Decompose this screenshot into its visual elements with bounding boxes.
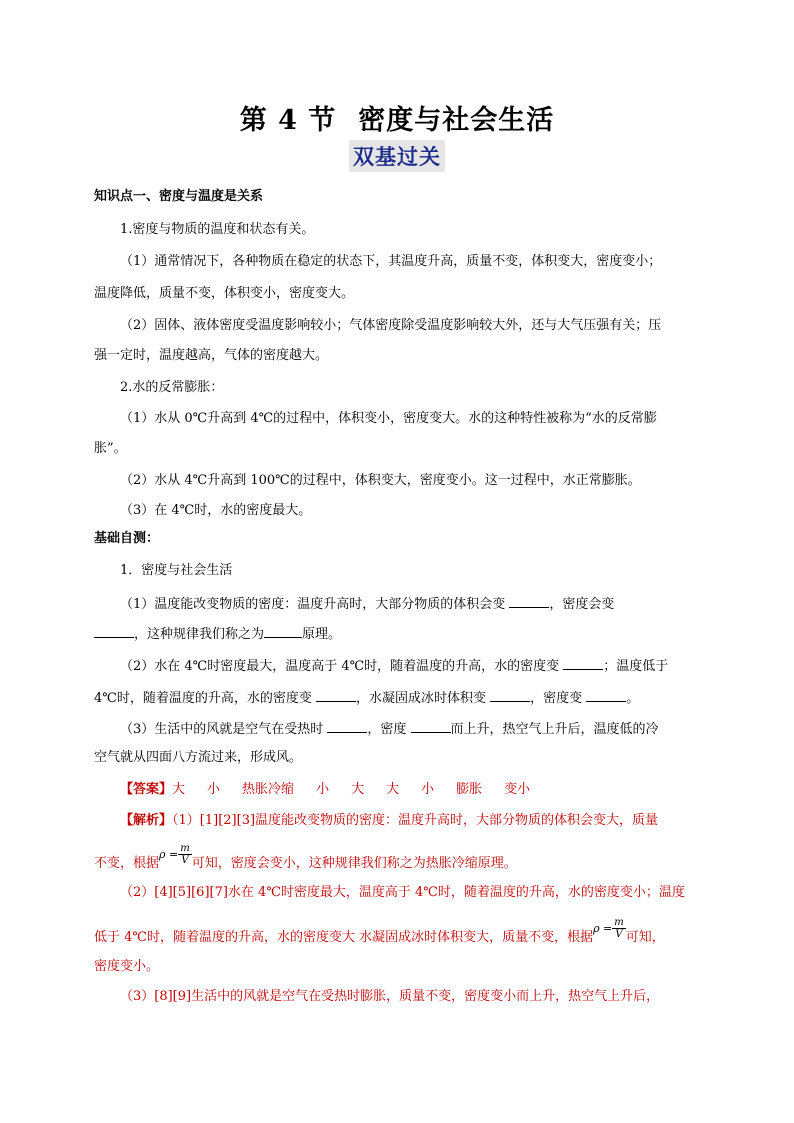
test-q1-1a: （1）温度能改变物质的密度：温度升高时，大部分物质的体积会变 ，密度会变 xyxy=(120,594,614,614)
knowledge-p2: 2.水的反常膨胀： xyxy=(120,380,224,395)
knowledge-p1-1a: （1）通常情况下，各种物质在稳定的状态下，其温度升高，质量不变，体积变大，密度变小； xyxy=(120,254,662,269)
analysis-label: 【解析】 xyxy=(120,813,173,828)
test-q1-3b: 空气就从四面八方流过来，形成风。 xyxy=(94,750,303,765)
test-q1-3a: （3）生活中的风就是空气在受热时 ，密度 而上升，热空气上升后，温度低的冷 xyxy=(120,719,659,739)
knowledge-p2-3: （3）在 4℃时，水的密度最大。 xyxy=(120,503,312,518)
analysis-line-1b: 不变，根据ρ = $\frac{m}{V}$ 可知，密度会变小，这种规律我们称之为热胀冷缩原理。 xyxy=(94,843,517,871)
knowledge-p1-2a: （2）固体、液体密度受温度影响较小；气体密度除受温度影响较大外，还与大气压强有关；压 xyxy=(120,318,662,333)
density-formula: ρ = $\frac{m}{V}$ xyxy=(159,843,190,866)
test-q1-2a: （2）水在 4℃时密度最大，温度高于 4℃时，随着温度的升高，水的密度变 ；温度低于 xyxy=(120,656,668,676)
answer-blank[interactable] xyxy=(490,688,530,702)
answer-blank[interactable] xyxy=(327,719,367,733)
page-subtitle: 双基过关 xyxy=(349,140,445,172)
page-title xyxy=(0,98,794,137)
analysis-line-2c: 密度变小。 xyxy=(94,959,160,974)
knowledge-p2-1a: （1）水从 0℃升高到 4℃的过程中，体积变小，密度变大。水的这种特性被称为“水的反常膨 xyxy=(120,411,657,426)
answer-blank[interactable] xyxy=(563,656,603,670)
answer-blank[interactable] xyxy=(316,688,356,702)
section-name: 密度与社会生活 xyxy=(358,105,555,136)
answer-blank[interactable] xyxy=(264,624,302,638)
analysis-line-2b: 低于 4℃时，随着温度的升高，水的密度变大 水凝固成冰时体积变大，质量不变，根据ρ = $\frac{m}{V}$ 可知， xyxy=(94,917,665,945)
knowledge-p1-2b: 强一定时，温度越高，气体的密度越大。 xyxy=(94,348,329,363)
answer-blank[interactable] xyxy=(94,624,134,638)
answer-blank[interactable] xyxy=(509,594,549,608)
analysis-line-3a: （3）[8][9]生活中的风就是空气在受热时膨胀，质量不变，密度变小而上升，热空气上升后， xyxy=(120,989,660,1004)
density-formula: ρ = $\frac{m}{V}$ xyxy=(593,917,624,940)
test-heading: 基础自测： xyxy=(94,531,160,546)
knowledge-heading: 知识点一、密度与温度是关系 xyxy=(94,189,264,204)
answer-blank[interactable] xyxy=(586,688,626,702)
knowledge-p2-1b: 胀”。 xyxy=(94,441,127,456)
analysis-line-1a: 【解析】（1）[1][2][3]温度能改变物质的密度：温度升高时，大部分物质的体积会变大，质量 xyxy=(120,813,659,828)
test-q1-1b: ，这种规律我们称之为 原理。 xyxy=(94,624,341,644)
knowledge-p1: 1.密度与物质的温度和状态有关。 xyxy=(120,222,315,237)
analysis-line-2a: （2）[4][5][6][7]水在 4℃时密度最大，温度高于 4℃时，随着温度的升高，水的密度变小；温度 xyxy=(120,885,685,900)
test-q1: 1．密度与社会生活 xyxy=(120,563,233,578)
answer-line: 【答案】大 小 热胀冷缩 小 大 大 小 膨胀 变小 xyxy=(120,782,531,797)
answer-label: 【答案】 xyxy=(120,782,173,797)
knowledge-p1-1b: 温度降低，质量不变，体积变小，密度变大。 xyxy=(94,286,355,301)
knowledge-p2-2: （2）水从 4℃升高到 100℃的过程中，体积变大，密度变小。这一过程中，水正常膨胀。 xyxy=(120,473,641,488)
test-q1-2b: 4℃时，随着温度的升高，水的密度变 ，水凝固成冰时体积变 ，密度变 。 xyxy=(94,688,639,708)
section-number: 第 4 节 xyxy=(239,105,337,136)
answer-blank[interactable] xyxy=(411,719,451,733)
